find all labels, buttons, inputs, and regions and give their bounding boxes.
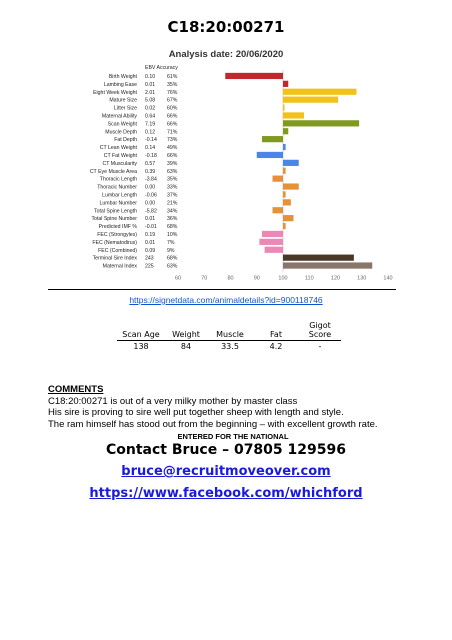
ebv-value: 225 bbox=[145, 263, 154, 270]
contact-block bbox=[0, 440, 452, 504]
trait-label: Muscle Depth bbox=[105, 129, 137, 136]
ebv-bar bbox=[265, 247, 283, 253]
x-tick-label: 100 bbox=[278, 275, 288, 282]
trait-label: Maternal Index bbox=[102, 263, 137, 270]
ebv-bar bbox=[259, 239, 283, 245]
accuracy-value: 36% bbox=[167, 216, 178, 223]
trait-label: Birth Weight bbox=[108, 73, 137, 80]
ebv-bar bbox=[283, 262, 372, 268]
ebv-bar bbox=[283, 199, 291, 205]
accuracy-value: 35% bbox=[167, 176, 178, 183]
ebv-value: 0.10 bbox=[145, 73, 156, 80]
ebv-value: 2.01 bbox=[145, 89, 156, 96]
ebv-value: 0.09 bbox=[145, 247, 156, 254]
ebv-value: 7.19 bbox=[145, 121, 156, 128]
x-tick-label: 90 bbox=[253, 275, 260, 282]
trait-label: Terminal Sire Index bbox=[92, 255, 137, 262]
value-muscle: 33.5 bbox=[221, 342, 239, 351]
ebv-bar bbox=[283, 128, 288, 134]
comments-heading: COMMENTS bbox=[48, 384, 104, 395]
comment-line: C18:20:00271 is out of a very milky mother by master class bbox=[48, 395, 298, 407]
x-tick-label: 80 bbox=[227, 275, 234, 282]
accuracy-value: 34% bbox=[167, 208, 178, 215]
x-tick-label: 110 bbox=[304, 275, 314, 282]
accuracy-value: 66% bbox=[167, 121, 178, 128]
contact-name: Contact Bruce – 07805 129596 bbox=[106, 442, 346, 458]
ebv-bar bbox=[283, 112, 304, 118]
accuracy-value: 33% bbox=[167, 184, 178, 191]
accuracy-value: 68% bbox=[167, 224, 178, 231]
ebv-value: 0.00 bbox=[145, 200, 156, 207]
accuracy-value: 35% bbox=[167, 81, 178, 88]
accuracy-value: 10% bbox=[167, 231, 178, 238]
trait-label: FEC (Strongyles) bbox=[97, 231, 137, 238]
header-fat: Fat bbox=[253, 312, 299, 341]
ebv-bar bbox=[283, 168, 286, 174]
accuracy-value: 76% bbox=[167, 89, 178, 96]
accuracy-value: 68% bbox=[167, 255, 178, 262]
ebv-bar bbox=[283, 255, 354, 261]
ebv-bar bbox=[283, 89, 357, 95]
scan-table-row bbox=[117, 341, 341, 353]
accuracy-value: 9% bbox=[167, 247, 175, 254]
ebv-value: -0.01 bbox=[145, 224, 157, 231]
accuracy-value: 7% bbox=[167, 239, 175, 246]
scan-table bbox=[117, 312, 341, 352]
trait-label: Scan Weight bbox=[107, 121, 137, 128]
ebv-value: 0.14 bbox=[145, 145, 156, 152]
email-link[interactable]: bruce@recruitmoveover.com bbox=[121, 464, 331, 479]
trait-label: CT Lean Weight bbox=[99, 145, 137, 152]
ebv-value: 243 bbox=[145, 255, 154, 262]
trait-label: Mature Size bbox=[109, 97, 137, 104]
trait-label: CT Eye Muscle Area bbox=[89, 168, 137, 175]
trait-label: Thoracic Length bbox=[99, 176, 137, 183]
ebv-value: 0.00 bbox=[145, 184, 156, 191]
ebv-value: -0.14 bbox=[145, 137, 157, 144]
header-scan-age: Scan Age bbox=[117, 312, 165, 341]
ebv-value: 0.01 bbox=[145, 81, 156, 88]
comment-line: The ram himself has stood out from the beginning – with excellent growth rate. bbox=[48, 418, 378, 430]
column-header: EBV Accuracy bbox=[145, 65, 178, 71]
page-title: C18:20:00271 bbox=[167, 18, 285, 36]
ebv-bar bbox=[262, 231, 283, 237]
trait-label: CT Muscularity bbox=[102, 160, 137, 167]
x-tick-label: 140 bbox=[383, 275, 393, 282]
ebv-value: 5.08 bbox=[145, 97, 156, 104]
value-scan-age: 138 bbox=[133, 342, 149, 351]
accuracy-value: 63% bbox=[167, 168, 178, 175]
ebv-bar bbox=[283, 160, 299, 166]
ebv-bar bbox=[283, 183, 299, 189]
accuracy-value: 60% bbox=[167, 105, 178, 112]
ebv-bar bbox=[257, 152, 283, 158]
signet-link[interactable]: https://signetdata.com/animaldetails?id=900118746 bbox=[129, 295, 323, 305]
header-gigot-score: Gigot Score bbox=[299, 312, 341, 341]
ebv-value: -3.84 bbox=[145, 176, 157, 183]
ebv-bar bbox=[225, 73, 283, 79]
trait-label: Thoracic Number bbox=[97, 184, 137, 191]
ebv-bar bbox=[283, 223, 286, 229]
chart-title: Analysis date: 20/06/2020 bbox=[168, 49, 284, 60]
header-weight: Weight bbox=[165, 312, 207, 341]
trait-label: Maternal Ability bbox=[101, 113, 137, 120]
accuracy-value: 61% bbox=[167, 73, 178, 80]
ebv-bar bbox=[283, 191, 286, 197]
accuracy-value: 73% bbox=[167, 137, 178, 144]
ebv-bar bbox=[283, 120, 359, 126]
trait-label: FEC (Nematodirus) bbox=[92, 239, 137, 246]
comments-section bbox=[48, 384, 418, 443]
ebv-value: 0.39 bbox=[145, 168, 156, 175]
ebv-value: 0.19 bbox=[145, 231, 156, 238]
x-tick-label: 120 bbox=[330, 275, 341, 282]
comment-line: His sire is proving to sire well put together sheep with length and style. bbox=[48, 407, 344, 418]
trait-label: FEC (Combined) bbox=[98, 247, 137, 254]
accuracy-value: 49% bbox=[167, 145, 178, 152]
trait-label: Lumbar Number bbox=[99, 200, 137, 207]
trait-label: Total Spine Length bbox=[94, 208, 137, 215]
scan-table-header bbox=[117, 312, 341, 341]
trait-label: Litter Size bbox=[113, 105, 137, 112]
accuracy-value: 63% bbox=[167, 263, 178, 270]
value-weight: 84 bbox=[180, 342, 192, 351]
accuracy-value: 67% bbox=[167, 97, 178, 104]
divider bbox=[48, 289, 396, 290]
ebv-value: -0.06 bbox=[145, 192, 157, 199]
entered-note: ENTERED FOR THE NATIONAL bbox=[177, 432, 289, 441]
accuracy-value: 71% bbox=[167, 129, 178, 136]
trait-label: Predicted IMF % bbox=[98, 224, 137, 231]
trait-label: Eight Week Weight bbox=[93, 89, 137, 96]
accuracy-value: 39% bbox=[167, 160, 178, 167]
ebv-value: 0.12 bbox=[145, 129, 156, 136]
ebv-value: 0.01 bbox=[145, 239, 156, 246]
x-tick-label: 130 bbox=[357, 275, 367, 282]
trait-label: Fat Depth bbox=[114, 137, 137, 144]
ebv-value: 0.64 bbox=[145, 113, 156, 120]
trait-label: CT Fat Weight bbox=[103, 152, 137, 159]
accuracy-value: 37% bbox=[167, 192, 178, 199]
trait-label: Lumbar Length bbox=[102, 192, 137, 199]
accuracy-value: 21% bbox=[167, 200, 178, 207]
ebv-value: -5.82 bbox=[145, 208, 157, 215]
ebv-bar bbox=[283, 104, 285, 110]
trait-label: Total Spine Number bbox=[91, 216, 137, 223]
ebv-bar bbox=[283, 215, 294, 221]
value-gigot-score: - bbox=[318, 342, 322, 351]
x-tick-label: 70 bbox=[201, 275, 208, 282]
ebv-bar bbox=[283, 81, 288, 87]
ebv-bar bbox=[262, 136, 283, 142]
ebv-bar bbox=[283, 144, 286, 150]
value-fat: 4.2 bbox=[269, 342, 283, 351]
trait-label: Lambing Ease bbox=[103, 81, 137, 88]
accuracy-value: 66% bbox=[167, 113, 178, 120]
ebv-value: 0.57 bbox=[145, 160, 156, 167]
ebv-chart bbox=[0, 40, 452, 290]
accuracy-value: 66% bbox=[167, 152, 178, 159]
ebv-value: 0.02 bbox=[145, 105, 156, 112]
ebv-bar bbox=[273, 207, 284, 213]
ebv-bar bbox=[283, 97, 338, 103]
x-tick-label: 60 bbox=[174, 275, 182, 282]
ebv-value: -0.18 bbox=[145, 152, 157, 159]
facebook-link[interactable]: https://www.facebook.com/whichford bbox=[89, 486, 363, 501]
ebv-value: 0.01 bbox=[145, 216, 156, 223]
ebv-bar bbox=[273, 176, 284, 182]
header-muscle: Muscle bbox=[207, 312, 253, 341]
